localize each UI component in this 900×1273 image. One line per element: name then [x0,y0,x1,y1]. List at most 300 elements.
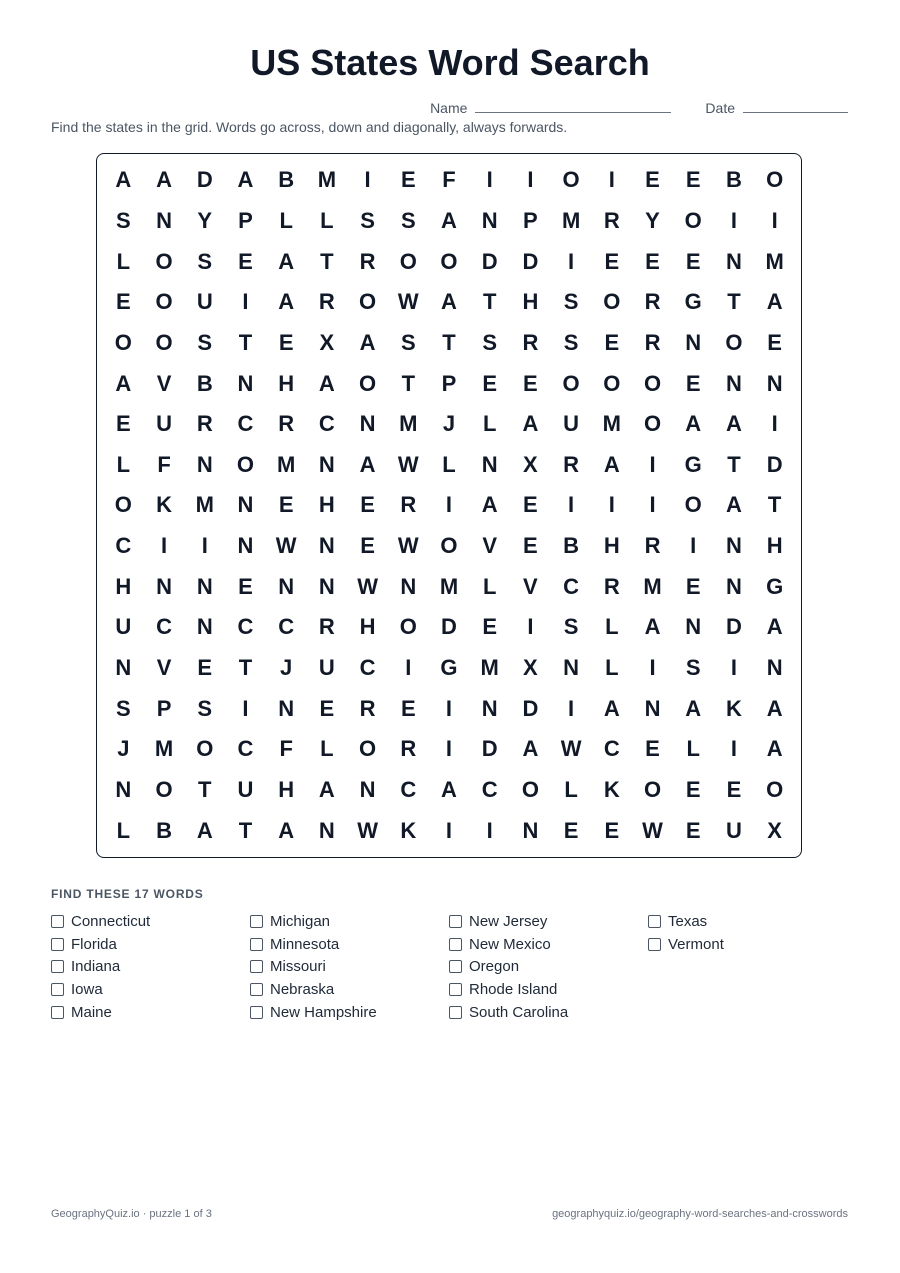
grid-cell[interactable]: N [481,207,498,233]
grid-cell[interactable]: A [441,289,457,315]
grid-cell[interactable]: I [242,289,249,315]
grid-cell[interactable]: U [563,411,580,437]
grid-cell[interactable]: N [318,533,335,559]
grid-cell[interactable]: I [568,695,575,721]
grid-cell[interactable]: Y [645,207,660,233]
date-input-line[interactable] [743,111,848,113]
grid-cell[interactable]: E [685,777,701,803]
word-checkbox[interactable] [449,1006,462,1019]
grid-cell[interactable]: L [279,207,293,233]
grid-cell[interactable]: M [602,411,621,437]
grid-cell[interactable]: N [318,451,335,477]
grid-cell[interactable]: I [445,817,453,843]
grid-cell[interactable]: I [649,655,656,681]
grid-cell[interactable]: E [278,329,294,355]
grid-cell[interactable]: O [440,533,458,559]
grid-cell[interactable]: U [725,817,742,843]
word-checkbox[interactable] [449,960,462,973]
grid-cell[interactable]: P [523,207,538,233]
grid-cell[interactable]: N [278,695,295,721]
grid-cell[interactable]: O [603,370,621,396]
grid-cell[interactable]: N [481,451,498,477]
grid-cell[interactable]: O [766,777,784,803]
grid-cell[interactable]: A [481,492,498,518]
word-checkbox[interactable] [51,983,64,996]
grid-cell[interactable]: H [318,492,335,518]
grid-cell[interactable]: O [155,289,173,315]
grid-cell[interactable]: T [442,329,456,355]
grid-cell[interactable]: B [196,370,213,396]
grid-cell[interactable]: N [278,573,295,599]
grid-cell[interactable]: I [364,167,371,193]
grid-cell[interactable]: E [685,817,701,843]
grid-cell[interactable]: A [237,167,254,193]
grid-cell[interactable]: E [360,533,375,559]
grid-cell[interactable]: C [563,573,580,599]
grid-cell[interactable]: E [604,248,620,274]
grid-cell[interactable]: T [727,289,741,315]
grid-cell[interactable]: C [237,411,254,437]
grid-cell[interactable]: O [114,329,132,355]
grid-cell[interactable]: S [116,695,131,721]
word-checkbox[interactable] [51,1006,64,1019]
grid-cell[interactable]: B [278,167,295,193]
word-checkbox[interactable] [250,960,263,973]
grid-cell[interactable]: U [156,411,172,437]
grid-cell[interactable]: O [684,492,702,518]
word-checkbox[interactable] [51,960,64,973]
grid-cell[interactable]: I [486,167,493,193]
grid-cell[interactable]: A [603,695,620,721]
grid-cell[interactable]: O [359,370,377,396]
grid-cell[interactable]: L [116,248,131,274]
grid-cell[interactable]: O [236,451,255,477]
grid-cell[interactable]: O [399,614,417,640]
grid-cell[interactable]: S [360,207,375,233]
grid-cell[interactable]: A [644,614,661,640]
grid-cell[interactable]: S [197,695,213,721]
grid-cell[interactable]: E [645,736,660,762]
word-checkbox[interactable] [250,1006,263,1019]
grid-cell[interactable]: O [440,248,458,274]
grid-cell[interactable]: W [397,533,419,559]
grid-cell[interactable]: R [196,411,213,437]
grid-cell[interactable]: X [767,817,782,843]
grid-cell[interactable]: N [725,248,742,274]
grid-cell[interactable]: I [649,492,656,518]
grid-cell[interactable]: C [359,655,376,681]
grid-cell[interactable]: N [237,492,254,518]
grid-cell[interactable]: E [645,167,660,193]
grid-cell[interactable]: O [725,329,743,355]
grid-cell[interactable]: D [725,614,742,640]
grid-cell[interactable]: L [482,411,497,437]
grid-cell[interactable]: E [400,695,416,721]
grid-cell[interactable]: W [397,451,419,477]
grid-cell[interactable]: A [766,695,783,721]
grid-cell[interactable]: I [568,248,575,274]
grid-cell[interactable]: D [481,736,498,762]
grid-cell[interactable]: L [482,573,497,599]
grid-cell[interactable]: N [359,411,376,437]
grid-cell[interactable]: L [320,736,334,762]
grid-cell[interactable]: T [727,451,741,477]
grid-cell[interactable]: U [196,289,213,315]
grid-cell[interactable]: F [279,736,293,762]
grid-cell[interactable]: G [440,655,458,681]
grid-cell[interactable]: E [523,492,538,518]
grid-cell[interactable]: L [564,777,578,803]
grid-cell[interactable]: N [522,817,539,843]
grid-cell[interactable]: S [685,655,701,681]
grid-cell[interactable]: C [400,777,417,803]
grid-cell[interactable]: A [766,736,783,762]
grid-cell[interactable]: L [605,655,619,681]
grid-cell[interactable]: O [155,329,173,355]
grid-cell[interactable]: D [196,167,213,193]
grid-cell[interactable]: O [603,289,621,315]
grid-cell[interactable]: N [725,370,742,396]
grid-cell[interactable]: C [318,411,335,437]
grid-cell[interactable]: N [766,655,783,681]
grid-cell[interactable]: E [726,777,742,803]
word-checkbox[interactable] [449,915,462,928]
grid-cell[interactable]: Y [197,207,213,233]
grid-cell[interactable]: P [156,695,172,721]
grid-cell[interactable]: I [771,207,778,233]
word-checkbox[interactable] [449,983,462,996]
grid-cell[interactable]: N [237,370,254,396]
grid-cell[interactable]: E [116,411,131,437]
word-checkbox[interactable] [250,938,263,951]
grid-cell[interactable]: I [160,533,168,559]
grid-cell[interactable]: X [523,451,538,477]
grid-cell[interactable]: K [400,817,417,843]
grid-cell[interactable]: T [198,777,212,803]
grid-cell[interactable]: A [766,289,783,315]
grid-cell[interactable]: H [278,777,295,803]
grid-cell[interactable]: I [527,167,534,193]
grid-cell[interactable]: V [156,370,172,396]
grid-cell[interactable]: S [563,289,579,315]
grid-cell[interactable]: I [649,451,656,477]
name-input-line[interactable] [475,111,671,113]
grid-cell[interactable]: C [237,614,254,640]
grid-cell[interactable]: K [603,777,620,803]
grid-cell[interactable]: O [155,777,173,803]
grid-cell[interactable]: A [603,451,620,477]
grid-cell[interactable]: O [196,736,214,762]
grid-cell[interactable]: I [201,533,208,559]
grid-cell[interactable]: M [195,492,214,518]
word-checkbox[interactable] [51,938,64,951]
grid-cell[interactable]: N [156,573,172,599]
grid-cell[interactable]: X [523,655,538,681]
grid-cell[interactable]: U [115,614,132,640]
grid-cell[interactable]: E [685,167,701,193]
grid-cell[interactable]: A [278,817,295,843]
grid-cell[interactable]: N [318,573,335,599]
grid-cell[interactable]: C [237,736,254,762]
grid-cell[interactable]: B [156,817,172,843]
grid-cell[interactable]: N [115,655,132,681]
grid-cell[interactable]: C [603,736,620,762]
grid-cell[interactable]: C [278,614,295,640]
grid-cell[interactable]: O [643,777,662,803]
grid-cell[interactable]: B [563,533,580,559]
grid-cell[interactable]: K [725,695,742,721]
grid-cell[interactable]: S [197,248,213,274]
grid-cell[interactable]: N [481,695,498,721]
grid-cell[interactable]: R [278,411,295,437]
grid-cell[interactable]: I [486,817,493,843]
grid-cell[interactable]: E [604,329,620,355]
grid-cell[interactable]: G [766,573,784,599]
grid-cell[interactable]: J [280,655,293,681]
grid-cell[interactable]: E [238,573,253,599]
grid-cell[interactable]: H [115,573,132,599]
grid-cell[interactable]: M [643,573,662,599]
grid-cell[interactable]: O [521,777,539,803]
word-checkbox[interactable] [648,915,661,928]
grid-cell[interactable]: A [441,777,457,803]
grid-cell[interactable]: N [196,614,213,640]
grid-cell[interactable]: I [690,533,697,559]
grid-cell[interactable]: N [318,817,335,843]
grid-cell[interactable]: A [359,329,376,355]
grid-cell[interactable]: R [400,736,417,762]
grid-cell[interactable]: U [318,655,335,681]
grid-cell[interactable]: T [238,329,253,355]
grid-cell[interactable]: V [482,533,498,559]
grid-cell[interactable]: O [766,167,784,193]
grid-cell[interactable]: A [278,289,295,315]
grid-cell[interactable]: E [116,289,131,315]
grid-cell[interactable]: E [278,492,294,518]
grid-cell[interactable]: T [238,655,253,681]
grid-cell[interactable]: L [605,614,619,640]
grid-cell[interactable]: I [527,614,534,640]
grid-cell[interactable]: N [196,451,213,477]
grid-cell[interactable]: D [441,614,457,640]
word-checkbox[interactable] [250,915,263,928]
grid-cell[interactable]: L [686,736,700,762]
grid-cell[interactable]: M [399,411,418,437]
grid-cell[interactable]: V [156,655,172,681]
grid-cell[interactable]: R [318,614,335,640]
grid-cell[interactable]: L [442,451,456,477]
grid-cell[interactable]: W [397,289,419,315]
grid-cell[interactable]: L [116,451,131,477]
grid-cell[interactable]: M [317,167,337,193]
grid-cell[interactable]: A [318,777,335,803]
grid-cell[interactable]: S [197,329,213,355]
grid-cell[interactable]: J [117,736,130,762]
grid-cell[interactable]: W [357,573,378,599]
grid-cell[interactable]: I [730,736,737,762]
grid-cell[interactable]: O [562,370,580,396]
grid-cell[interactable]: G [684,289,702,315]
grid-cell[interactable]: N [237,533,254,559]
grid-cell[interactable]: E [319,695,335,721]
grid-cell[interactable]: M [154,736,174,762]
grid-cell[interactable]: C [156,614,172,640]
grid-cell[interactable]: O [643,411,662,437]
grid-cell[interactable]: E [685,370,701,396]
word-checkbox[interactable] [449,938,462,951]
grid-cell[interactable]: E [645,248,660,274]
grid-cell[interactable]: F [442,167,456,193]
grid-cell[interactable]: H [278,370,295,396]
grid-cell[interactable]: N [644,695,661,721]
grid-cell[interactable]: R [644,289,661,315]
grid-cell[interactable]: A [441,207,457,233]
grid-cell[interactable]: M [439,573,459,599]
grid-cell[interactable]: N [359,777,376,803]
grid-cell[interactable]: A [278,248,295,274]
grid-cell[interactable]: C [481,777,498,803]
grid-cell[interactable]: O [359,289,377,315]
grid-cell[interactable]: A [115,370,132,396]
grid-cell[interactable]: O [399,248,417,274]
grid-cell[interactable]: C [115,533,132,559]
grid-cell[interactable]: A [115,167,132,193]
grid-cell[interactable]: I [242,695,249,721]
grid-cell[interactable]: S [116,207,131,233]
grid-cell[interactable]: T [767,492,782,518]
grid-cell[interactable]: H [766,533,783,559]
grid-cell[interactable]: I [730,207,737,233]
grid-cell[interactable]: E [685,248,701,274]
grid-cell[interactable]: S [563,329,579,355]
grid-cell[interactable]: A [196,817,213,843]
grid-cell[interactable]: R [644,329,661,355]
grid-cell[interactable]: J [442,411,456,437]
grid-cell[interactable]: V [523,573,538,599]
grid-cell[interactable]: H [522,289,539,315]
grid-cell[interactable]: A [725,492,742,518]
grid-cell[interactable]: N [725,573,742,599]
grid-cell[interactable]: I [730,655,737,681]
grid-cell[interactable]: M [561,207,581,233]
grid-cell[interactable]: K [156,492,172,518]
grid-cell[interactable]: N [563,655,580,681]
grid-cell[interactable]: E [360,492,375,518]
grid-cell[interactable]: E [767,329,782,355]
grid-cell[interactable]: R [603,207,620,233]
grid-cell[interactable]: R [563,451,580,477]
grid-cell[interactable]: R [359,248,376,274]
grid-cell[interactable]: S [482,329,498,355]
grid-cell[interactable]: R [400,492,417,518]
grid-cell[interactable]: H [359,614,376,640]
grid-cell[interactable]: T [320,248,334,274]
grid-cell[interactable]: R [603,573,620,599]
grid-cell[interactable]: O [155,248,173,274]
grid-cell[interactable]: P [441,370,457,396]
grid-cell[interactable]: I [771,411,778,437]
grid-cell[interactable]: U [237,777,254,803]
grid-cell[interactable]: I [405,655,412,681]
grid-cell[interactable]: T [238,817,253,843]
grid-cell[interactable]: T [482,289,497,315]
grid-cell[interactable]: F [157,451,171,477]
grid-cell[interactable]: S [400,329,416,355]
grid-cell[interactable]: A [685,411,702,437]
grid-cell[interactable]: S [563,614,579,640]
grid-cell[interactable]: G [684,451,702,477]
grid-cell[interactable]: N [766,370,783,396]
grid-cell[interactable]: E [482,370,498,396]
grid-cell[interactable]: B [725,167,742,193]
word-checkbox[interactable] [648,938,661,951]
grid-cell[interactable]: I [445,695,453,721]
grid-cell[interactable]: N [685,329,702,355]
grid-cell[interactable]: D [522,695,539,721]
grid-cell[interactable]: L [116,817,131,843]
grid-cell[interactable]: A [359,451,376,477]
grid-cell[interactable]: E [523,533,538,559]
grid-cell[interactable]: E [523,370,538,396]
grid-cell[interactable]: E [197,655,213,681]
grid-cell[interactable]: A [522,411,539,437]
grid-cell[interactable]: A [685,695,702,721]
grid-cell[interactable]: L [320,207,334,233]
grid-cell[interactable]: R [644,533,661,559]
grid-cell[interactable]: E [482,614,498,640]
grid-cell[interactable]: N [115,777,132,803]
grid-cell[interactable]: W [560,736,582,762]
grid-cell[interactable]: O [114,492,132,518]
word-checkbox[interactable] [250,983,263,996]
word-checkbox[interactable] [51,915,64,928]
grid-cell[interactable]: E [563,817,579,843]
grid-cell[interactable]: H [603,533,620,559]
grid-cell[interactable]: A [725,411,742,437]
grid-cell[interactable]: M [480,655,499,681]
grid-cell[interactable]: I [608,492,615,518]
grid-cell[interactable]: M [277,451,296,477]
grid-cell[interactable]: O [643,370,662,396]
grid-cell[interactable]: E [604,817,620,843]
grid-cell[interactable]: M [765,248,784,274]
grid-cell[interactable]: D [481,248,498,274]
grid-cell[interactable]: E [400,167,416,193]
grid-cell[interactable]: I [445,492,453,518]
grid-cell[interactable]: N [725,533,742,559]
grid-cell[interactable]: X [319,329,335,355]
grid-cell[interactable]: I [445,736,453,762]
grid-cell[interactable]: N [400,573,417,599]
grid-cell[interactable]: E [685,573,701,599]
grid-cell[interactable]: N [196,573,213,599]
grid-cell[interactable]: R [359,695,376,721]
grid-cell[interactable]: W [357,817,378,843]
grid-cell[interactable]: D [522,248,539,274]
grid-cell[interactable]: A [522,736,539,762]
grid-cell[interactable]: P [238,207,253,233]
grid-cell[interactable]: I [608,167,615,193]
grid-cell[interactable]: I [568,492,575,518]
grid-cell[interactable]: E [238,248,253,274]
grid-cell[interactable]: A [156,167,172,193]
grid-cell[interactable]: W [275,533,297,559]
grid-cell[interactable]: O [359,736,377,762]
grid-cell[interactable]: A [318,370,335,396]
grid-cell[interactable]: N [156,207,172,233]
grid-cell[interactable]: N [685,614,702,640]
grid-cell[interactable]: S [400,207,416,233]
